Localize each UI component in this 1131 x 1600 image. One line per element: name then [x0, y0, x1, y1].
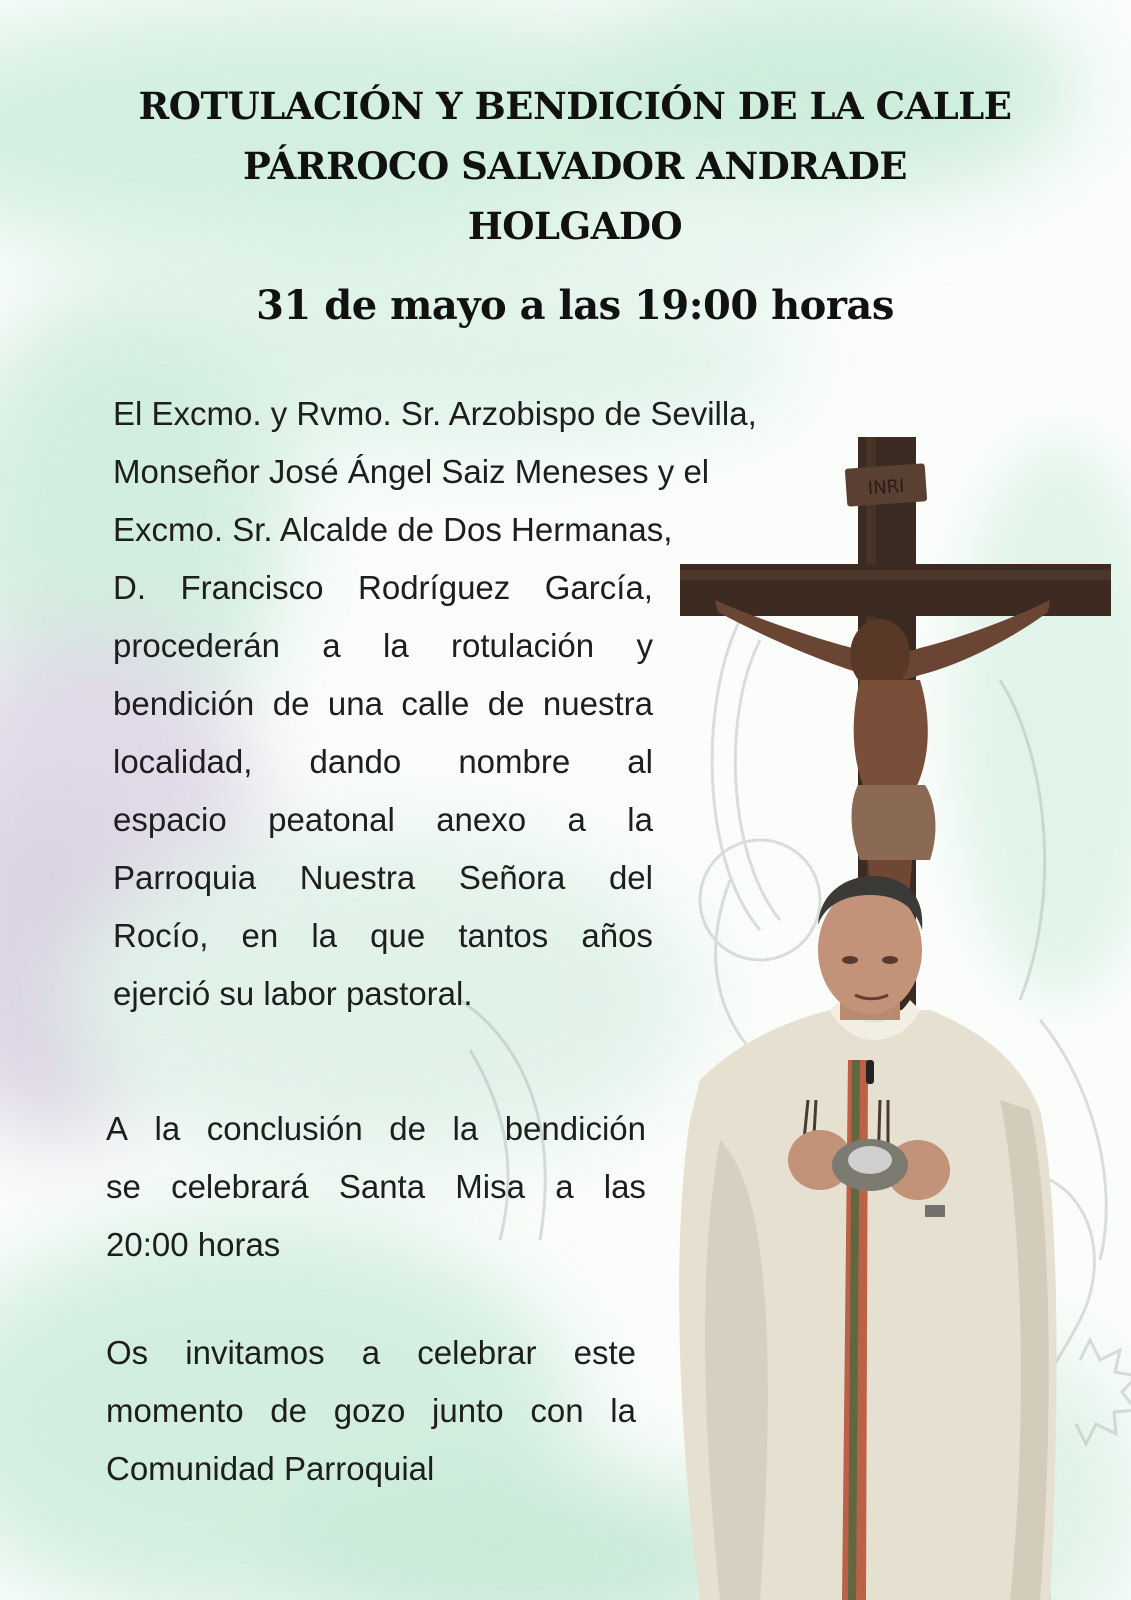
- paragraph-line: Monseñor José Ángel Saiz Meneses y el: [113, 453, 710, 490]
- word: nombre: [458, 743, 571, 780]
- paragraph-line: [113, 849, 653, 907]
- word: invitamos: [185, 1334, 325, 1371]
- word: conclusión: [206, 1110, 363, 1147]
- word: la: [627, 801, 653, 838]
- word: Misa: [455, 1168, 525, 1205]
- word: calle: [401, 685, 470, 722]
- word: A: [106, 1110, 129, 1147]
- word: Señora: [458, 859, 566, 896]
- paragraph-line: Excmo. Sr. Alcalde de Dos Hermanas,: [113, 511, 673, 548]
- word: rotulación: [451, 627, 595, 664]
- word: Santa: [338, 1168, 426, 1205]
- word: a: [322, 627, 341, 664]
- word: bendición: [113, 685, 255, 722]
- word: Parroquia: [113, 859, 257, 896]
- paragraph-line: [113, 907, 653, 965]
- word: que: [370, 917, 426, 954]
- inri-plaque: INRI: [867, 475, 906, 500]
- word: Rocío,: [113, 917, 209, 954]
- word: en: [241, 917, 279, 954]
- word: de: [272, 685, 310, 722]
- mass-paragraph: [106, 1100, 646, 1274]
- word: la: [452, 1110, 479, 1147]
- word: la: [154, 1110, 181, 1147]
- word: las: [603, 1168, 646, 1205]
- word: junto: [432, 1392, 504, 1429]
- word: la: [610, 1392, 636, 1429]
- word: de: [389, 1110, 426, 1147]
- word: este: [573, 1334, 636, 1371]
- paragraph-line: El Excmo. y Rvmo. Sr. Arzobispo de Sevilla,: [113, 395, 757, 432]
- word: anexo: [436, 801, 527, 838]
- word: al: [627, 743, 653, 780]
- paragraph-line: [113, 559, 653, 617]
- title-line-2: PÁRROCO SALVADOR ANDRADE: [242, 144, 908, 188]
- page-title: [60, 76, 1090, 256]
- paragraph-line: Comunidad Parroquial: [106, 1450, 435, 1487]
- event-date: 31 de mayo a las 19:00 horas: [256, 282, 894, 329]
- word: D.: [113, 569, 146, 606]
- word: años: [581, 917, 653, 954]
- word: celebrar: [417, 1334, 537, 1371]
- word: con: [530, 1392, 584, 1429]
- word: Rodríguez: [358, 569, 511, 606]
- word: y: [636, 627, 653, 664]
- word: espacio: [113, 801, 227, 838]
- word: la: [311, 917, 338, 954]
- paragraph-line: [113, 733, 653, 791]
- word: tantos: [458, 917, 549, 954]
- paragraph-line: [113, 675, 653, 733]
- word: nuestra: [542, 685, 653, 722]
- paragraph-line: [106, 1324, 636, 1382]
- word: Francisco: [180, 569, 324, 606]
- word: Nuestra: [299, 859, 416, 896]
- paragraph-line: [113, 791, 653, 849]
- word: García,: [544, 569, 653, 606]
- word: bendición: [504, 1110, 646, 1147]
- word: gozo: [333, 1392, 406, 1429]
- word: de: [487, 685, 525, 722]
- word: a: [555, 1168, 574, 1205]
- word: procederán: [113, 627, 280, 664]
- title-line-1: ROTULACIÓN Y BENDICIÓN DE LA CALLE: [138, 84, 1012, 128]
- word: se: [106, 1168, 141, 1205]
- invitation-paragraph: [106, 1324, 636, 1498]
- paragraph-line: [106, 1382, 636, 1440]
- priest-photo: [679, 876, 1056, 1600]
- word: de: [270, 1392, 308, 1429]
- word: a: [361, 1334, 381, 1371]
- word: celebrará: [171, 1168, 309, 1205]
- paragraph-line: [113, 617, 653, 675]
- word: la: [383, 627, 409, 664]
- word: una: [327, 685, 383, 722]
- paragraph-line: [106, 1100, 646, 1158]
- paragraph-line: 20:00 horas: [106, 1226, 281, 1263]
- word: a: [567, 801, 586, 838]
- announcement-paragraph: [113, 385, 757, 1023]
- title-line-3: HOLGADO: [467, 204, 683, 248]
- word: Os: [106, 1334, 149, 1371]
- word: del: [608, 859, 653, 896]
- paragraph-line: ejerció su labor pastoral.: [113, 975, 473, 1012]
- word: peatonal: [268, 801, 395, 838]
- word: dando: [309, 743, 402, 780]
- word: localidad,: [113, 743, 253, 780]
- word: momento: [106, 1392, 244, 1429]
- paragraph-line: [106, 1158, 646, 1216]
